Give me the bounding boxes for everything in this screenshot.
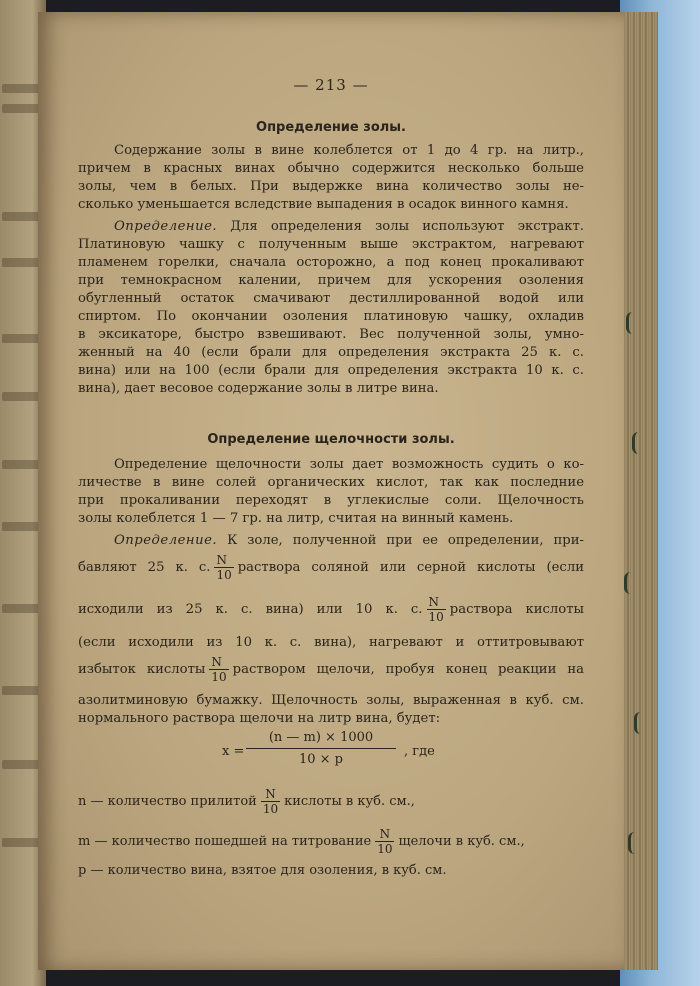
paragraph-line: при темнокрасном калении, причем для ускорения озоления xyxy=(78,273,584,288)
text-span: бавляют 25 к. с. xyxy=(78,560,211,575)
formula-fraction xyxy=(246,728,396,771)
fraction-numerator: N xyxy=(265,787,276,801)
book-page xyxy=(38,12,624,970)
normality-fraction xyxy=(209,655,228,684)
definition-text: К золе, полученной при ее определении, при- xyxy=(227,533,584,548)
fraction-numerator: N xyxy=(428,595,439,609)
paragraph-line: нормального раствора щелочи на литр вина, будет: xyxy=(78,711,441,726)
fraction-denominator: 10 xyxy=(216,568,232,582)
paragraph-line: спиртом. По окончании озоления платиновую чашку, охладив xyxy=(78,309,584,324)
fraction-denominator: 10 xyxy=(428,610,444,624)
text-span: раствора соляной или серной кислоты (если xyxy=(237,560,584,575)
text-span: щелочи в куб. см., xyxy=(398,834,525,849)
section-heading-ash: Определение золы. xyxy=(256,120,406,135)
normality-fraction xyxy=(427,595,446,624)
definition-text: Для определения золы используют экстракт. xyxy=(230,219,584,234)
page-stack-edge xyxy=(618,12,658,970)
definition-label: Определение. xyxy=(114,219,218,234)
normality-fraction xyxy=(375,827,394,856)
paragraph-line: Определение щелочности золы дает возможность судить о ко- xyxy=(114,457,584,472)
section-heading-alkalinity: Определение щелочности золы. xyxy=(207,432,455,447)
variable-definition xyxy=(78,824,584,860)
paragraph-line: сколько уменьшается вследствие выпадения в осадок винного камня. xyxy=(78,197,569,212)
paragraph-line: обугленный остаток смачивают дестиллированной водой или xyxy=(78,291,584,306)
text-span: исходили из 25 к. с. вина) или 10 к. с. xyxy=(78,602,423,617)
paragraph-line: Платиновую чашку с полученным выше экстрактом, нагревают xyxy=(78,237,584,252)
paragraph-line: вина) или на 100 (если брали для определения экстракта 10 к. с. xyxy=(78,363,584,378)
text-span: избыток кислоты xyxy=(78,662,206,677)
variable-definition: p — количество вина, взятое для озоления, в куб. см. xyxy=(78,863,447,878)
paragraph-line: причем в красных винах обычно содержится несколько больше xyxy=(78,161,584,176)
text-span: раствора кислоты xyxy=(449,602,584,617)
variable-definition xyxy=(78,784,584,820)
paragraph-line-with-fraction xyxy=(78,550,584,586)
fraction-numerator: N xyxy=(211,655,222,669)
definition-label: Определение. xyxy=(114,533,218,548)
paragraph-line: вина), дает весовое содержание золы в литре вина. xyxy=(78,381,439,396)
fraction-numerator: N xyxy=(216,553,227,567)
fraction-denominator: 10 xyxy=(211,670,227,684)
fraction-denominator: 10 xyxy=(377,842,393,856)
paragraph-line: золы колеблется 1 — 7 гр. на литр, считая на винный камень. xyxy=(78,511,514,526)
paragraph-line: (если исходили из 10 к. с. вина), нагревают и оттитровывают xyxy=(78,635,584,650)
paragraph-line-with-fraction xyxy=(78,652,584,688)
page-number: — 213 — xyxy=(293,76,369,94)
paragraph-line-with-fraction xyxy=(78,592,584,628)
definition-line xyxy=(114,218,584,236)
paragraph-line: личестве в вине солей органических кислот, так как последние xyxy=(78,475,584,490)
fraction-denominator: 10 xyxy=(262,802,279,816)
definition-line xyxy=(114,532,584,550)
paragraph-line: женный на 40 (если брали для определения экстракта 25 к. с. xyxy=(78,345,584,360)
normality-fraction xyxy=(214,553,233,582)
paragraph-line: при прокаливании переходят в углекислые соли. Щелочность xyxy=(78,493,584,508)
formula-suffix: , где xyxy=(404,744,435,759)
paragraph-line: Содержание золы в вине колеблется от 1 до 4 гр. на литр., xyxy=(114,143,584,158)
formula-denominator: 10 × p xyxy=(246,748,396,771)
paragraph-line: золы, чем в белых. При выдержке вина количество золы не- xyxy=(78,179,584,194)
paragraph-line: в эксикаторе, быстро взвешивают. Вес полученной золы, умно- xyxy=(78,327,584,342)
text-span: n — количество прилитой xyxy=(78,794,257,809)
formula-numerator: (n — m) × 1000 xyxy=(268,730,374,745)
paragraph-line: пламенем горелки, сначала осторожно, а под конец прокаливают xyxy=(78,255,584,270)
text-span: раствором щелочи, пробуя конец реакции на xyxy=(232,662,584,677)
text-span: m — количество пошедшей на титрование xyxy=(78,834,372,849)
paragraph-line: азолитминовую бумажку. Щелочность золы, выраженная в куб. см. xyxy=(78,693,584,708)
alkalinity-formula xyxy=(222,728,472,778)
fraction-numerator: N xyxy=(379,827,391,841)
formula-lhs: x = xyxy=(222,744,245,759)
text-span: кислоты в куб. см., xyxy=(284,794,415,809)
normality-fraction xyxy=(261,787,280,816)
